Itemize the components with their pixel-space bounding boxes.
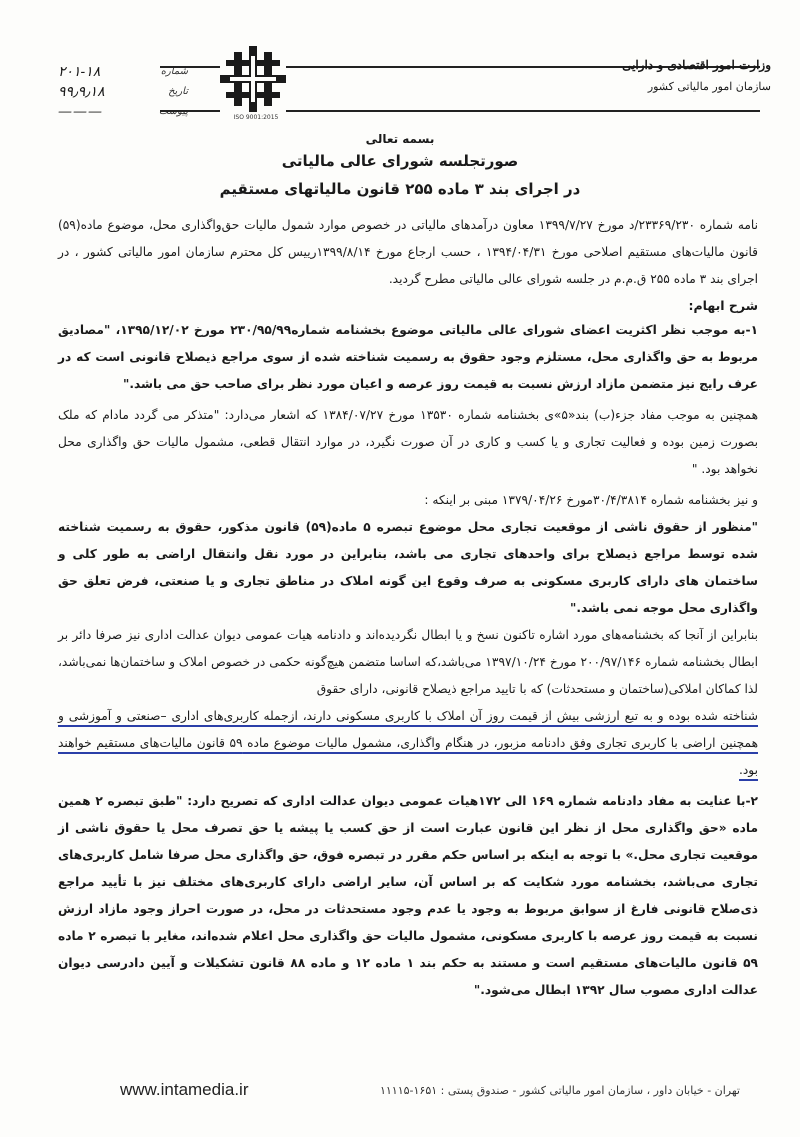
page-footer [120, 1076, 740, 1106]
paragraph-1: ۱-به موجب نظر اکثریت اعضای شورای عالی مالیاتی موضوع بخشنامه شماره۲۳۰/۹۵/۹۹ مورخ ۱۳۹۵/۱۲/۰۲، "مصادیق مربوط به حق واگذاری محل، مستلزم وجود حقوق به رسمیت شناخته شده از سوی مراجع ذیصلاح قانونی است که در عرف رایج نیز متضمن مازاد ارزش نسبت به قیمت روز عرصه و اعیان مورد نظر برای صاحب حق می باشد." [58, 323, 759, 391]
paragraph-5a: بنابراین از آنجا که بخشنامه‌های مورد اشاره تاکنون نسخ و یا ابطال نگردیده‌اند و دادنامه هیات عمومی دیوان عدالت اداری نیز صرفا دائر بر ابطال بخشنامه شماره ۲۰۰/۹۷/۱۴۶ مورخ ۱۳۹۷/۱۰/۲۴ می‌باشد،که اساسا متضمن هیچ‌گونه حکمی در خصوص املاک و ساختمان‌ها نمی‌باشد، لذا کماکان املاکی(ساختمان و مستحدثات) که با تایید مراجع ذیصلاح قانونی، دارای حقوق [58, 628, 758, 696]
number-value: ۲۰۱-۱۸ [58, 64, 101, 80]
paragraph-4: "منظور از حقوق ناشی از موقعیت تجاری محل موضوع تبصره ۵ ماده(۵۹) قانون مذکور، حقوق به رسمیت شناخته شده توسط مراجع ذیصلاح برای واحدهای تجاری می باشد، بنابراین در مورد نقل وانتقال اراضی به طور کلی و ساختمان های دارای کاربری مسکونی به صرف وقوع این گونه املاک در مناطق تجاری و یا صنعتی، فرض تعلق حق واگذاری محل موجه نمی باشد." [58, 520, 758, 615]
number-label: شماره [160, 66, 188, 77]
document-subtitle: در اجرای بند ۳ ماده ۲۵۵ قانون مالیاتهای مستقیم [219, 180, 581, 198]
ministry-line1: وزارت امور اقتصادی و دارایی [622, 58, 771, 72]
attachment-label: پیوست [158, 106, 188, 117]
paragraph-6: ۲-با عنایت به مفاد دادنامه شماره ۱۶۹ الی ۱۷۲هیات عمومی دیوان عدالت اداری که تصریح دارد: "طبق تبصره ۲ همین ماده «حق واگذاری محل از نظر این قانون عبارت است از حق کسب یا پیشه یا حق تصرف محل یا حقوق ناشی از موقعیت تجاری محل.» با توجه به اینکه بر اساس حکم مقرر در تبصره فوق، حق واگذاری محل صرفا شامل کاربری‌های تجاری می‌باشد، بخشنامه مورد شکایت که بر اساس آن، سایر اراضی دارای کاربری‌های مختلف نیز با تأیید مراجع ذی‌صلاح قانونی فارغ از سوابق مربوط به وجود یا عدم وجود مستحدثات در محل، در صورت احراز وجود مازاد ارزش نسبت به قیمت روز عرصه با کاربری مسکونی، مشمول مالیات حق واگذاری محل اعلام شده‌اند، مغایر با تبصره ۲ ماده ۵۹ قانون مالیات‌های مستقیم است و مستند به حکم بند ۱ ماده ۱۲ و ماده ۸۸ قانون تشکیلات و آیین دادرسی دیوان عدالت اداری مصوب سال ۱۳۹۲ ابطال می‌شود." [58, 794, 758, 997]
document-body [58, 212, 758, 1004]
document-title: صورتجلسه شورای عالی مالیاتی [281, 152, 519, 170]
paragraph-5b: شناخته شده بوده و به تبع ارزشی بیش از قیمت روز آن املاک با کاربری مسکونی دارند، ازجمله کاربری‌های اداری –صنعتی و آموزشی و همچنین اراضی با کاربری تجاری وفق دادنامه مزبور، در هنگام واگذاری، مشمول مالیات موضوع ماده ۵۹ قانون مالیات‌های مستقیم خواهند بود. [58, 709, 758, 777]
iso-label: ISO 9001:2015 [233, 114, 279, 121]
website-link[interactable]: www.intamedia.ir [120, 1080, 249, 1099]
paragraph-3: و نیز بخشنامه شماره ۳۰/۴/۳۸۱۴مورخ ۱۳۷۹/۰۴/۲۶ مبنی بر اینکه : [424, 493, 758, 507]
intro-paragraph: نامه شماره ۲۳۳۶۹/۲۳۰/د مورخ ۱۳۹۹/۷/۲۷ معاون درآمدهای مالیاتی در خصوص موارد شمول مالیات حق‌واگذاری محل، موضوع ماده(۵۹) قانون مالیات‌های مستقیم اصلاحی مورخ ۱۳۹۴/۰۴/۳۱ ، حسب ارجاع مورخ ۱۳۹۹/۸/۱۴رییس کل محترم سازمان امور مالیاتی کشور ، در اجرای بند ۳ ماده ۲۵۵ ق.م.م در جلسه شورای عالی مالیاتی مطرح گردید. [58, 218, 759, 286]
date-value: ۹۹٫۹٫۱۸ [58, 84, 105, 100]
attachment-value: ——— [58, 104, 103, 120]
date-label: تاریخ [168, 86, 188, 97]
paragraph-2: همچنین به موجب مفاد جزء(ب) بند«۵»ی بخشنامه شماره ۱۳۵۳۰ مورخ ۱۳۸۴/۰۷/۲۷ که اشعار می‌دارد: "متذکر می گردد مادام که ملک بصورت زمین بوده و فعالیت تجاری و یا کسب و کاری در آن صورت نگیرد، در موارد انتقال قطعی، مشمول مالیات حق واگذاری محل نخواهد بود. " [58, 408, 759, 476]
ministry-line2: سازمان امور مالیاتی کشور [647, 80, 771, 93]
document-titles [0, 132, 800, 198]
basmala: بسمه تعالی [365, 132, 435, 146]
postal-address: تهران - خیابان داور ، سازمان امور مالیاتی کشور - صندوق پستی : ۱۶۵۱-۱۱۱۱۵ [379, 1084, 740, 1097]
ministry-name [601, 54, 771, 98]
ministry-emblem-icon [220, 44, 286, 114]
section-heading: شرح ابهام: [688, 298, 758, 313]
